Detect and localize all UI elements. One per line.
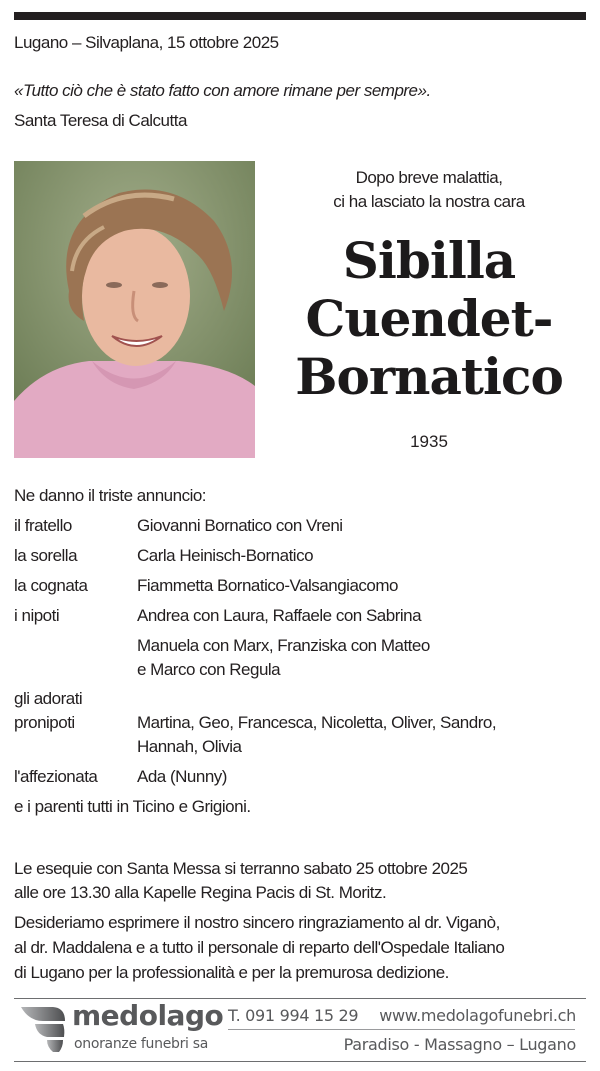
relative-names: Carla Heinisch-Bornatico — [137, 546, 314, 565]
place-date: Lugano – Silvaplana, 15 ottobre 2025 — [14, 33, 279, 52]
intro-line-1: Dopo breve malattia, — [355, 168, 503, 187]
deceased-name — [270, 232, 588, 406]
relative-names: Ada (Nunny) — [137, 767, 227, 786]
phone-number[interactable]: T. 091 994 15 29 — [228, 1006, 359, 1025]
relative-names: Martina, Geo, Francesca, Nicoletta, Oliver, Sandro, — [137, 713, 497, 732]
funeral-info — [14, 857, 467, 905]
relative-label: il fratello — [14, 516, 72, 535]
relative-label: l'affezionata — [14, 767, 98, 786]
brand-name: medolago — [72, 999, 224, 1032]
website-link[interactable]: www.medolagofunebri.ch — [379, 1006, 576, 1025]
thanks-line-1: Desideriamo esprimere il nostro sincero ringraziamento al dr. Viganò, — [14, 913, 500, 932]
relative-label: i nipoti — [14, 606, 60, 625]
locations: Paradiso - Massagno – Lugano — [343, 1035, 576, 1054]
funeral-line-1: Le esequie con Santa Messa si terranno sabato 25 ottobre 2025 — [14, 859, 468, 878]
intro-text — [270, 166, 588, 214]
relative-names: Giovanni Bornatico con Vreni — [137, 516, 343, 535]
relative-label: pronipoti — [14, 713, 75, 732]
relative-label: gli adorati — [14, 689, 83, 708]
quote: «Tutto ciò che è stato fatto con amore rimane per sempre». — [14, 81, 431, 100]
relative-names: Fiammetta Bornatico-Valsangiacomo — [137, 576, 398, 595]
brand-subtitle: onoranze funebri sa — [74, 1036, 209, 1052]
relative-names: e Marco con Regula — [137, 660, 281, 679]
name-line-3: Bornatico — [295, 347, 563, 406]
intro-line-2: ci ha lasciato la nostra cara — [333, 192, 525, 211]
relative-names: Manuela con Marx, Franziska con Matteo — [137, 636, 430, 655]
footer-bottom-rule — [14, 1061, 586, 1062]
portrait-photo — [14, 161, 255, 458]
birth-year: 1935 — [410, 432, 448, 451]
thanks-line-3: di Lugano per la professionalità e per la premurosa dedizione. — [14, 963, 449, 982]
relative-names: Andrea con Laura, Raffaele con Sabrina — [137, 606, 422, 625]
funeral-line-2: alle ore 13.30 alla Kapelle Regina Pacis di St. Moritz. — [14, 883, 387, 902]
relative-label: la cognata — [14, 576, 88, 595]
announcement-heading: Ne danno il triste annuncio: — [14, 486, 207, 505]
portrait-illustration — [14, 161, 255, 458]
name-line-1: Sibilla — [342, 231, 516, 290]
footer-divider — [228, 1029, 575, 1030]
relative-names: Hannah, Olivia — [137, 737, 242, 756]
announcement-closing: e i parenti tutti in Ticino e Grigioni. — [14, 797, 251, 816]
thanks-line-2: al dr. Maddalena e a tutto il personale di reparto dell'Ospedale Italiano — [14, 938, 505, 957]
thanks-text — [14, 910, 504, 985]
name-line-2: Cuendet- — [305, 289, 553, 348]
relative-label: la sorella — [14, 546, 78, 565]
quote-author: Santa Teresa di Calcutta — [14, 111, 187, 130]
top-rule — [14, 12, 586, 20]
wing-logo-icon — [19, 1005, 67, 1053]
